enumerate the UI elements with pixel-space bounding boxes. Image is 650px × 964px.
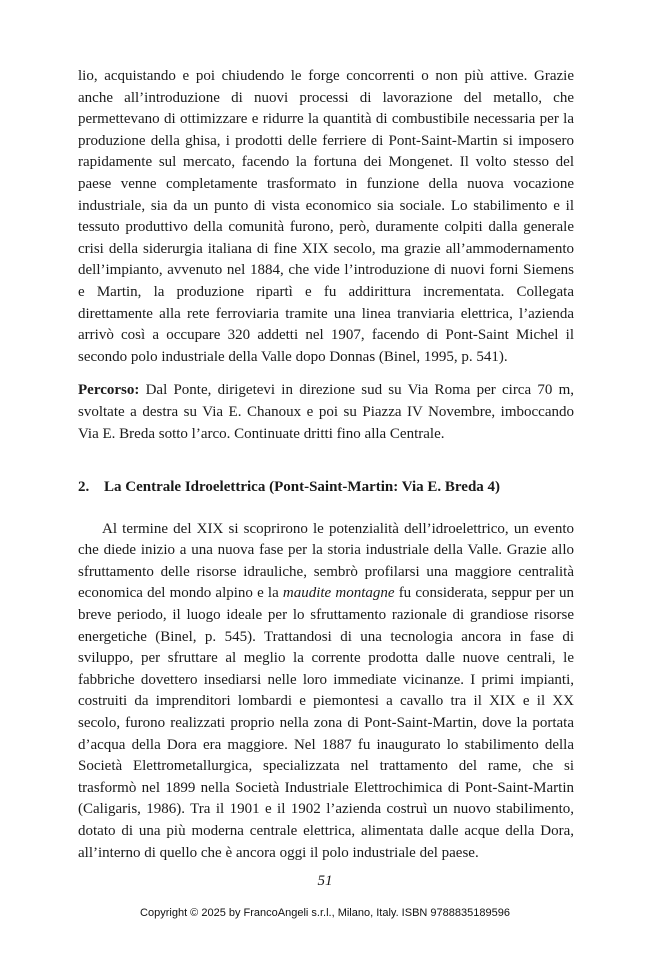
paragraph-percorso (78, 380, 574, 445)
section-heading (78, 477, 574, 499)
page-body (78, 66, 574, 864)
percorso-label: Percorso: (78, 382, 140, 399)
italic-phrase: maudite montagne (282, 585, 395, 602)
section-title: La Centrale Idroelettrica (Pont-Saint-Martin: Via E. Breda 4) (104, 479, 501, 496)
section-number: 2. (78, 479, 90, 496)
paragraph-centrale-part1: Al termine del XIX si scoprirono le potenzialità dell’idroelettrico, un evento che diede inizio a una nuova fase per la storia industriale della Valle. Grazie allo sfruttamento delle risorse idrauliche, sembrò profilarsi una maggiore centralità economica del mondo alpino e la (78, 520, 574, 602)
paragraph-centrale-part2: fu considerata, seppur per un breve periodo, il luogo ideale per lo sfruttamento razionale di grandiose risorse energetiche (Binel, p. 545). Trattandosi di una tecnologia ancora in fase di sviluppo, per sfruttare al meglio la corrente prodotta dalle nuove centrali, le fabbriche dovettero insediarsi nelle loro immediate vicinanze. I primi impianti, costruiti da imprenditori lombardi e piemontesi a cavallo tra il XIX e il XX secolo, furono realizzati proprio nella zona di Pont-Saint-Martin, dove la portata d’acqua della Dora era maggiore. Nel 1887 fu inaugurato lo stabilimento della Società Elettrometallurgica, specializzata nel trattamento del rame, che si trasformò nel 1899 nella Società Industriale Elettrochimica di Pont-Saint-Martin (Caligaris, 1986). Tra il 1901 e il 1902 l’azienda costruì un nuovo stabilimento, dotato di una più moderna centrale elettrica, alimentata dalle acque della Dora, all’interno di quello che è ancora oggi il polo industriale del paese. (78, 585, 575, 861)
page-number: 51 (317, 873, 333, 889)
percorso-text: Dal Ponte, dirigetevi in direzione sud su Via Roma per circa 70 m, svoltate a destra su Via E. Chanoux e poi su Piazza IV Novembre, imboccando Via E. Breda sotto l’arco. Continuate dritti fino alla Centrale. (78, 382, 574, 442)
copyright-notice: Copyright © 2025 by FrancoAngeli s.r.l., Milano, Italy. ISBN 9788835189596 (140, 907, 510, 919)
paragraph-centrale (78, 519, 574, 865)
paragraph-ferriere: lio, acquistando e poi chiudendo le forge concorrenti o non più attive. Grazie anche all’introduzione di nuovi processi di lavorazione del metallo, che permettevano di ottimizzare e ridurre la quantità di combustibile necessaria per la produzione della ghisa, i prodotti delle ferriere di Pont-Saint-Martin si imposero rapidamente sul mercato, facendo la fortuna dei Mongenet. Il volto stesso del paese venne completamente trasformato in funzione della nuova vocazione industriale, sia da un punto di vista economico sia sociale. Lo stabilimento e il tessuto produttivo della comunità furono, però, duramente colpiti dalla generale crisi della siderurgia italiana di fine XIX secolo, ma grazie all’ammodernamento dell’impianto, avvenuto nel 1884, che vide l’introduzione di nuovi forni Siemens e Martin, la produzione ripartì e fu addirittura incrementata. Collegata direttamente alla rete ferroviaria tramite una linea tranviaria elettrica, l’azienda arrivò così a occupare 320 addetti nel 1907, facendo di Pont-Saint Michel il secondo polo industriale della Valle dopo Donnas (Binel, 1995, p. 541). (78, 68, 574, 365)
